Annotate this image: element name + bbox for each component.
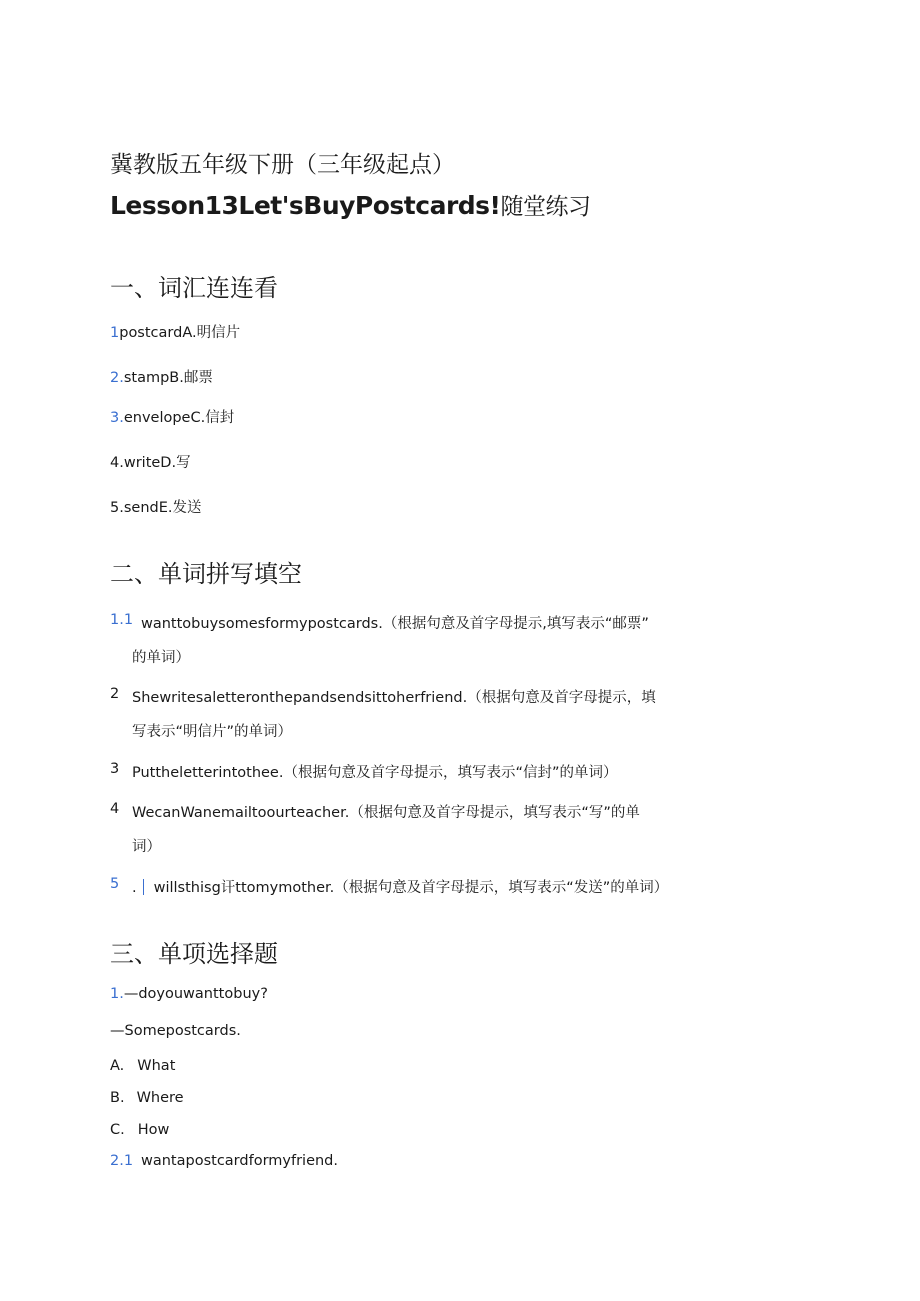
- item-number: 1.: [110, 986, 124, 1002]
- spelling-question-text: Shewritesaletteronthepandsendsittoherfriend.（根据句意及首字母提示，填: [132, 690, 656, 706]
- spelling-question-text: WecanWanemailtoourteacher.（根据句意及首字母提示，填写表示“写”的单: [132, 805, 640, 821]
- spelling-question-text-cont: 的单词）: [132, 650, 190, 666]
- text-cursor-mark: [143, 879, 144, 895]
- document-subtitle: [110, 188, 590, 221]
- lesson-title: Lesson13Let'sBuyPostcards!: [110, 191, 501, 220]
- answer-line: —Somepostcards.: [110, 1023, 241, 1039]
- question-text: wantapostcardformyfriend.: [141, 1153, 338, 1169]
- spelling-question-text: Puttheletterintothee.（根据句意及首字母提示，填写表示“信封”的单词）: [132, 765, 618, 781]
- item-number: 2: [110, 686, 120, 702]
- option-text: How: [137, 1122, 170, 1138]
- option-text: What: [137, 1058, 176, 1074]
- section-heading-spelling: 二、单词拼写填空: [110, 560, 302, 588]
- spelling-question-row: [132, 876, 668, 897]
- item-text: postcardA.明信片: [119, 325, 241, 341]
- question-text: —doyouwanttobuy?: [123, 986, 268, 1002]
- vocab-item: [110, 321, 240, 342]
- option-a: [110, 1058, 175, 1074]
- spelling-question-text-cont: 写表示“明信片”的单词）: [132, 724, 293, 740]
- item-number: 4.: [110, 455, 124, 471]
- spelling-question-text: willsthisg讦ttomymother.（根据句意及首字母提示，填写表示“发送”的单词）: [153, 880, 669, 896]
- vocab-item: [110, 496, 201, 517]
- item-number: 4: [110, 801, 120, 817]
- lesson-title-suffix: 随堂练习: [500, 194, 591, 220]
- item-text: sendE.发送: [123, 500, 202, 516]
- item-number: 3: [110, 761, 120, 777]
- spelling-question-text-cont: 词）: [132, 839, 161, 855]
- item-number: 1.1: [110, 612, 134, 628]
- item-text: stampB.邮票: [123, 370, 213, 386]
- item-number: 1: [110, 325, 120, 341]
- option-letter: B.: [110, 1090, 125, 1106]
- item-number: 5: [110, 876, 120, 892]
- section-heading-vocab: 一、词汇连连看: [110, 274, 278, 302]
- item-text: envelopeC.信封: [123, 410, 235, 426]
- vocab-item: [110, 366, 213, 387]
- item-number: 2.: [110, 370, 124, 386]
- option-b: [110, 1090, 184, 1106]
- document-title: 冀教版五年级下册（三年级起点）: [110, 152, 455, 178]
- item-text: writeD.写: [123, 455, 191, 471]
- vocab-item: [110, 451, 191, 472]
- question-dot: .: [132, 880, 137, 896]
- spelling-question-text: wanttobuysomesformypostcards.（根据句意及首字母提示,填写表示“邮票”: [141, 616, 649, 632]
- item-number: 3.: [110, 410, 124, 426]
- option-letter: C.: [110, 1122, 125, 1138]
- option-letter: A.: [110, 1058, 125, 1074]
- item-number: 2.1: [110, 1153, 134, 1169]
- option-text: Where: [136, 1090, 184, 1106]
- choice-question: [110, 986, 268, 1002]
- vocab-item: [110, 406, 234, 427]
- option-c: [110, 1122, 169, 1138]
- section-heading-choice: 三、单项选择题: [110, 940, 278, 968]
- item-number: 5.: [110, 500, 124, 516]
